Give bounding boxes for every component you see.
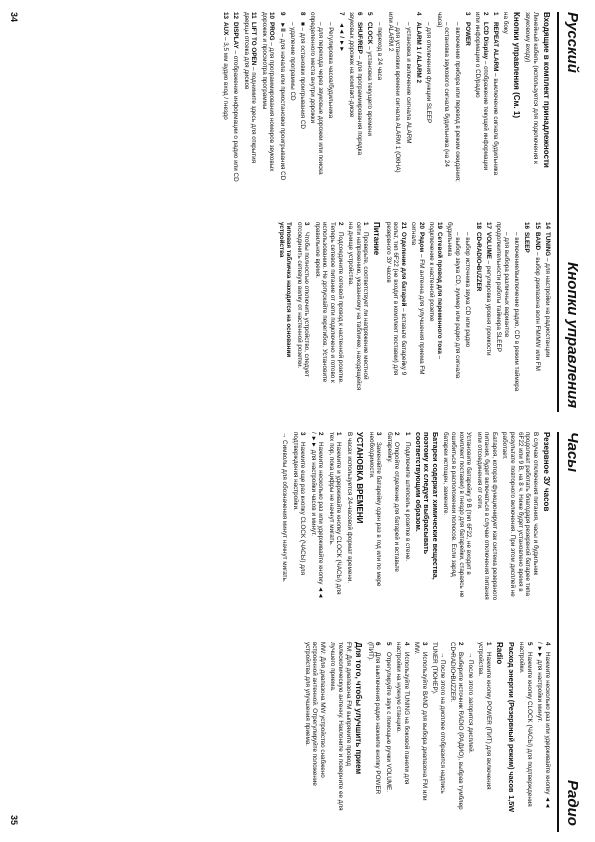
step-item (430, 642, 445, 812)
item-text: – отображение информации о радио или CD (232, 48, 240, 182)
control-item (410, 222, 425, 392)
radio-steps (366, 642, 492, 812)
reception-fm: FM: Для диапазона FM выпрямите провод телескопическую антенну. Наклоните и поверните ее для лучшего приема. (329, 642, 352, 811)
item-term: PROG (268, 22, 276, 41)
controls-list (221, 12, 499, 182)
item-term: AUX (221, 22, 229, 36)
item-term: LCD Display (481, 22, 489, 60)
item-term: SLEEP (523, 232, 531, 253)
item-text: – для программирования номеров звуковых дорожек и просмотра программы (260, 12, 276, 172)
item-number: 6 (374, 642, 382, 646)
section-title-clock: Часы (564, 432, 581, 473)
item-number: 5 (366, 12, 374, 16)
item-number: 4 (544, 642, 551, 646)
control-item (453, 12, 461, 182)
item-text: Отрегулируйте звук с помощью ручки VOLUME. (384, 652, 392, 792)
backup-text-2: Батарея, которая функционирует как система резервного питания, будет включаться в случае отключения питания или отсоединения от сети. (475, 432, 499, 601)
step-item (518, 642, 533, 812)
control-item (491, 12, 499, 182)
column-3 (278, 432, 551, 602)
item-term: TUNING (544, 232, 551, 257)
item-text: – выбор источника звука CD или радио (464, 232, 472, 348)
power-steps (295, 222, 370, 392)
control-item (404, 12, 412, 182)
item-number: 15 (533, 222, 541, 230)
item-text: – 3,5 мм аудио вход / гнездо (221, 35, 229, 120)
control-item (463, 12, 471, 182)
item-number: 3 (299, 432, 307, 436)
backup-text-1: В случае отключения питания, часы и будильник продолжат работать благодаря резервной батарее типа 6F22 или 9 В, на 8 ч. Ниже будет установлено время в результате повторного включения. При этом дисплей не работает. (501, 432, 540, 597)
step-item (367, 432, 382, 602)
item-number: 1 (362, 222, 370, 226)
item-term: ◄◄ / ►► (337, 22, 345, 53)
item-text: Нажмите и удерживайте кнопку CLOCK (ЧАСЫ) для тех пор, пока цифры не начнут мигать. (327, 432, 343, 595)
header-rule-right (557, 432, 559, 832)
item-term: ALARM 1 / ALARM 2 (414, 22, 422, 83)
item-term: REPEAT ALARM (492, 22, 500, 72)
step-item (536, 642, 551, 812)
item-number: 2 (393, 432, 401, 436)
item-text: – включение/выключение радио, CD в режим таймера (513, 232, 521, 392)
step-item (366, 642, 381, 812)
reception-mw: MW: Для диапазона MW устройство снабжено встроенной антенной. Отрегулируйте положение устройства для улучшения приема. (303, 642, 326, 786)
control-item (473, 12, 488, 182)
item-number: 19 (435, 222, 443, 230)
item-text: – Регулировка часов/будильника (327, 22, 335, 119)
section-title-controls: Кнопки управления (564, 262, 581, 409)
header-rule-left (557, 12, 559, 412)
item-text: – регулировка уровня громкости (484, 258, 492, 356)
control-item (533, 222, 541, 392)
column-2 (274, 222, 551, 392)
item-number: 11 (250, 12, 258, 19)
item-text: – поднимите здесь для открытия дверцы отсека для дисков (242, 12, 258, 164)
control-item (435, 12, 450, 182)
item-text: – для остановки проигрывания CD (299, 25, 307, 129)
item-number: 21 (399, 222, 407, 230)
item-number: 5 (384, 642, 392, 646)
control-item (512, 222, 520, 392)
item-term: SHUF/REP (355, 22, 363, 54)
item-text: – для выбора различных вариантов продолжительности работы таймера SLEEP (495, 222, 510, 352)
item-number: 1 (492, 12, 500, 16)
radio-heading: Radio (494, 642, 504, 665)
item-text: – вставьте батарейку 9 вольт, тип 6F22 (не входит в комплект поставки) для резервного ЗУ часов (384, 222, 407, 376)
item-term: ►II (278, 22, 286, 32)
item-number: 18 (474, 222, 482, 230)
item-number: 12 (232, 12, 240, 20)
item-text: Выберите источник RADIO (РАДИО), выбрав тумблер CD•RADIO•BUZZER. (449, 642, 464, 810)
item-text: – выключение сигнала будильника (492, 71, 500, 176)
item-number: 3 (420, 642, 428, 646)
item-number: 2 (456, 642, 464, 646)
page-number-right: 35 (9, 815, 19, 826)
backup-heading: Резервное ЗУ часов (542, 432, 551, 512)
item-term: VOLUME (484, 232, 492, 259)
item-text: Нажмите еще раз кнопку CLOCK (ЧАСЫ) для подтверждения настройки. (291, 432, 307, 576)
item-term: POWER (463, 22, 471, 46)
control-item (464, 222, 472, 392)
item-term: DISPLAY (232, 22, 240, 49)
control-item (288, 12, 296, 182)
item-number: 3 (303, 222, 311, 226)
control-item (309, 12, 324, 182)
control-item (474, 222, 482, 392)
item-number: 1 (403, 432, 411, 436)
control-item (425, 12, 433, 182)
column-4 (300, 642, 551, 812)
column-1 (219, 12, 551, 182)
item-text: Нажмите кнопку POWER (ПИТ) для включения устройства. (477, 642, 493, 790)
item-number: 2 (336, 222, 344, 226)
item-number: 1 (485, 642, 493, 646)
page-number-left: 34 (9, 12, 19, 23)
standby-heading: Расход энергии (Резервный режим) часов 1,5W (507, 642, 516, 812)
item-term: CD•RADIO•BUZZER (474, 232, 482, 292)
item-number: 2 (317, 432, 325, 436)
control-item (337, 12, 345, 182)
control-item (376, 12, 384, 182)
item-text: – для отключения функции SLEEP (425, 22, 433, 124)
step-item (394, 642, 409, 812)
item-text: Проверьте, соответствует ли напряжение местной сети напряжению, указанному на табличке, находящейся на днище устройства. (347, 222, 370, 391)
control-item (221, 12, 229, 182)
item-number: 4 (414, 12, 422, 16)
step-item (412, 642, 427, 812)
item-number: 13 (221, 12, 229, 20)
control-item (347, 12, 362, 182)
item-text: – отображение текущей информации или информации о CD/радио (474, 12, 489, 171)
item-text: Нажмите кнопку CLOCK (ЧАСЫ) для подтверждения настройки. (518, 642, 533, 807)
control-item (260, 12, 275, 182)
accessories-text: Линейный кабель (используется для подключения к звуковому входу) (524, 12, 540, 164)
control-item (484, 222, 492, 392)
item-text: Нажмите несколько раз или удерживайте кнопку ◄◄ / ►► для настройки минут. (536, 642, 551, 809)
control-item (232, 12, 240, 182)
battery-steps (367, 432, 411, 602)
backup-text-3: Установите батарейку 9 В (тип 6F22, не входит в комплект поставки) в гнездо для батарейки, стараясь не ошибиться в расположении полюсов. Если заряд батареи истощен, замените. (442, 432, 473, 598)
item-text: – переход в 24 часа (376, 22, 384, 81)
item-text: → После этого загорится дисплей. (467, 652, 475, 754)
power-heading: Питание (372, 222, 382, 256)
item-text: Для выключения радио нажмите кнопку POWER (ПИТ). (366, 642, 382, 795)
control-item (384, 222, 407, 392)
item-term: LIFT TO OPEN (250, 22, 258, 66)
item-term: Сетевой провод для переменного тока (435, 232, 443, 354)
item-number: 3 (463, 12, 471, 16)
minute-steps (518, 642, 551, 812)
item-text: – удаление программы CD (288, 22, 296, 101)
control-item (523, 222, 531, 392)
item-number: 8 (299, 12, 307, 16)
item-number: 3 (375, 432, 383, 436)
step-item (346, 222, 369, 392)
controls-heading: Кнопки управления (См. 1) (512, 12, 522, 118)
step-item (291, 432, 306, 602)
control-item (278, 12, 286, 182)
item-text: – выбор звука CD, зуммер или радио для сигнала будильника (446, 222, 461, 379)
item-text: – для начала или приостановки проигрывания CD (278, 31, 286, 181)
item-text: – для установки времени сигнала ALARM 1 (ОКНА) или ALARM 2 (386, 12, 402, 173)
set-time-heading: УСТАНОВКА ВРЕМЕНИ (355, 432, 365, 524)
battery-warning: Батареи содержат химические вещества, поэтому их следует выбрасывать соответствующим образом. (413, 432, 440, 580)
step-item (295, 222, 310, 392)
item-number: 16 (523, 222, 531, 230)
item-text: Чтобы полностью отключить устройство, следует отсоединить сетевую вилку от настенной розетки. (295, 222, 311, 377)
item-text: – для программирования порядка звуковых дорожек на компакт-диске (348, 12, 363, 155)
item-text: – установка текущего времени (366, 44, 374, 136)
item-text: – FM антенна для улучшения приема FM сигнала (410, 222, 425, 375)
step-item (448, 642, 463, 812)
item-number: 7 (337, 12, 345, 16)
control-item (494, 222, 509, 392)
item-text: – установка и включение сигнала ALARM (404, 22, 412, 144)
item-number: 14 (544, 222, 551, 230)
item-number: 6 (355, 12, 363, 16)
item-text: – включение прибора или перевод в режим ожидания; (453, 22, 461, 182)
control-item (365, 12, 373, 182)
set-time-text: В часах используется 24-часовой формат времени. (345, 432, 353, 584)
item-number: 4 (402, 642, 410, 646)
step-item (403, 432, 411, 602)
set-time-steps (291, 432, 342, 602)
item-term: BAND (533, 232, 541, 251)
step-item (385, 432, 400, 602)
step-item (327, 432, 342, 602)
step-item (466, 642, 474, 812)
control-item (428, 222, 443, 392)
control-item (414, 12, 422, 182)
control-item (242, 12, 257, 182)
item-text: – остановка звукового сигнала будильника (на 24 часа) (435, 12, 451, 167)
control-item (386, 12, 401, 182)
power-note: Типовая табличка находится на основании устройства (277, 222, 293, 358)
item-term: Отделение для батарей (399, 232, 407, 307)
step-item (477, 642, 492, 812)
item-term: ■ (299, 22, 307, 26)
reception-heading: Для того, чтобы улучшить прием (354, 642, 364, 775)
language-title: Русский (564, 12, 581, 73)
item-number: 2 (481, 12, 489, 16)
control-item (543, 222, 551, 392)
item-text: Подключите штепсель к розетке в стене. (403, 442, 411, 562)
step-item (309, 432, 324, 602)
item-text: – для настройки на радиостанции (544, 256, 551, 358)
item-text: – подключение к настенной розетке (428, 222, 443, 360)
item-text: Откройте отделение для батарей и вставьте батарейку. (385, 432, 401, 572)
item-text: – для перехода через звуковые дорожки или поиска определенного места внутри дорожки (309, 12, 325, 175)
item-term: CLOCK (366, 22, 374, 45)
item-number: 17 (484, 222, 492, 230)
section-title-radio: Радио (564, 780, 581, 826)
item-text: Заменяйте батарейку один раз в год или по мере необходимости. (367, 432, 383, 587)
item-text: – выбор диапазона волн FM/MW или FM (533, 250, 541, 371)
step-item (313, 222, 344, 392)
item-text: Используйте TUNING на боковой панели для настройки на нужную станцию. (395, 642, 410, 785)
item-text: → После этого на дисплее отобразится надпись TUNER (ТЮНЕР). (431, 642, 446, 794)
item-text: Нажмите несколько раз или удерживайте кнопку ◄◄ / ►► для настройки часов и минут. (309, 432, 325, 599)
controls-subheading: на боку (502, 12, 510, 34)
item-text: Подсоедините сетевой провод к настенной розетке. Теперь сетевое питание от сети подключено и готово к использованию. Не допускайте перегибов. Установите правильное время. (313, 222, 344, 384)
control-item (446, 222, 461, 392)
item-number: 20 (417, 222, 425, 230)
item-number: 10 (268, 12, 276, 20)
accessories-heading: Входящие в комплект принадлежности (542, 12, 551, 168)
control-item (327, 12, 335, 182)
item-text: Используйте BAND для выбора диапазона FM или MW. (413, 642, 428, 801)
control-item (298, 12, 306, 182)
item-term: Рядом (417, 232, 425, 253)
item-number: 1 (335, 432, 343, 436)
controls-list-continued (384, 222, 551, 392)
item-number: 9 (278, 12, 286, 16)
item-number: 5 (526, 642, 533, 646)
set-time-tip: → Символы для обозначения минут начнут мигать. (281, 432, 289, 583)
step-item (384, 642, 392, 812)
